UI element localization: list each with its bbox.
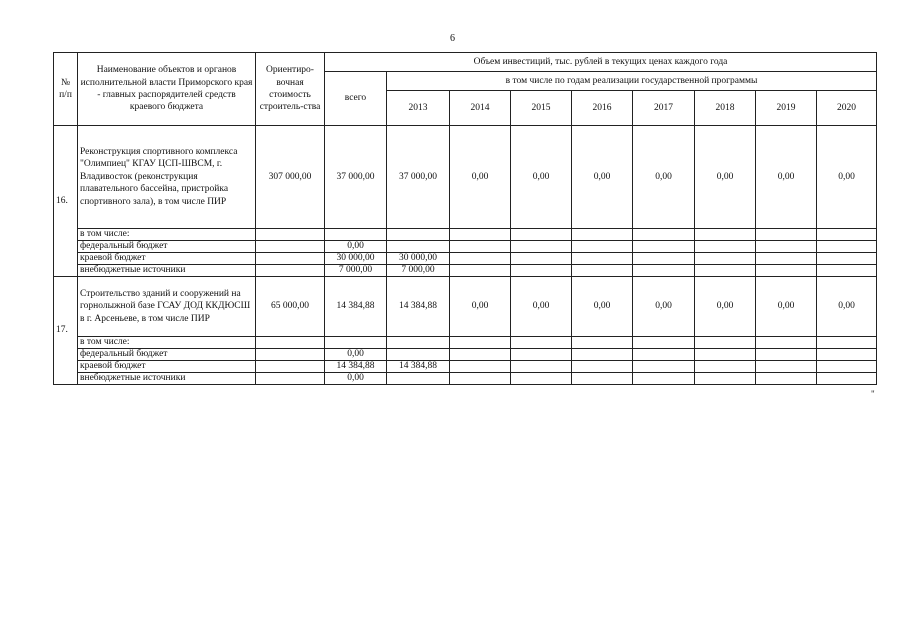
header-year: 2020 — [817, 91, 877, 126]
object-total: 37 000,00 — [325, 126, 387, 229]
year-value: 0,00 — [572, 277, 633, 337]
object-name: Строительство зданий и сооружений на горнолыжной базе ГСАУ ДОД ККДЮСШ в г. Арсеньеве, в том числе ПИР — [78, 277, 256, 337]
object-number: 16. — [54, 126, 78, 277]
funding-total — [325, 229, 387, 241]
year-value: 0,00 — [633, 277, 695, 337]
header-cost: Ориентиро-вочная стоимость строитель-ства — [256, 53, 325, 126]
funding-label: в том числе: — [78, 337, 256, 349]
header-year: 2015 — [511, 91, 572, 126]
object-total: 14 384,88 — [325, 277, 387, 337]
closing-quote-mark: " — [871, 389, 875, 399]
year-value: 0,00 — [695, 126, 756, 229]
year-value: 0,00 — [756, 277, 817, 337]
funding-label: внебюджетные источники — [78, 265, 256, 277]
header-volume: Объем инвестиций, тыс. рублей в текущих ценах каждого года — [325, 53, 877, 72]
funding-2013: 7 000,00 — [387, 265, 450, 277]
year-value: 0,00 — [817, 126, 877, 229]
funding-total: 0,00 — [325, 241, 387, 253]
year-value: 0,00 — [817, 277, 877, 337]
funding-label: в том числе: — [78, 229, 256, 241]
object-number: 17. — [54, 277, 78, 385]
header-total: всего — [325, 72, 387, 126]
header-by-years: в том числе по годам реализации государственной программы — [387, 72, 877, 91]
year-value: 0,00 — [511, 277, 572, 337]
investment-table — [53, 52, 877, 385]
object-name: Реконструкция спортивного комплекса "Олимпиец" КГАУ ЦСП-ШВСМ, г. Владивосток (реконструкция плавательного бассейна, пристройка спортивного зала), в том числе ПИР — [78, 126, 256, 229]
funding-label: краевой бюджет — [78, 253, 256, 265]
year-value: 14 384,88 — [387, 277, 450, 337]
header-year: 2018 — [695, 91, 756, 126]
funding-2013 — [387, 337, 450, 349]
funding-total: 0,00 — [325, 349, 387, 361]
funding-label: внебюджетные источники — [78, 373, 256, 385]
funding-total: 30 000,00 — [325, 253, 387, 265]
funding-2013 — [387, 373, 450, 385]
year-value: 0,00 — [633, 126, 695, 229]
object-cost: 65 000,00 — [256, 277, 325, 337]
header-name: Наименование объектов и органов исполнительной власти Приморского края - главных распорядителей средств краевого бюджета — [78, 53, 256, 126]
year-value: 0,00 — [511, 126, 572, 229]
funding-2013: 14 384,88 — [387, 361, 450, 373]
header-year: 2016 — [572, 91, 633, 126]
year-value: 0,00 — [756, 126, 817, 229]
funding-total: 0,00 — [325, 373, 387, 385]
funding-label: краевой бюджет — [78, 361, 256, 373]
funding-2013 — [387, 241, 450, 253]
header-year: 2017 — [633, 91, 695, 126]
year-value: 0,00 — [450, 126, 511, 229]
year-value: 0,00 — [572, 126, 633, 229]
funding-2013: 30 000,00 — [387, 253, 450, 265]
header-year: 2019 — [756, 91, 817, 126]
year-value: 37 000,00 — [387, 126, 450, 229]
year-value: 0,00 — [450, 277, 511, 337]
funding-total — [325, 337, 387, 349]
funding-total: 14 384,88 — [325, 361, 387, 373]
funding-total: 7 000,00 — [325, 265, 387, 277]
funding-2013 — [387, 229, 450, 241]
year-value: 0,00 — [695, 277, 756, 337]
funding-label: федеральный бюджет — [78, 349, 256, 361]
object-cost: 307 000,00 — [256, 126, 325, 229]
header-year: 2014 — [450, 91, 511, 126]
funding-label: федеральный бюджет — [78, 241, 256, 253]
funding-2013 — [387, 349, 450, 361]
page-number: 6 — [450, 33, 455, 44]
header-year: 2013 — [387, 91, 450, 126]
header-num: № п/п — [54, 53, 78, 126]
